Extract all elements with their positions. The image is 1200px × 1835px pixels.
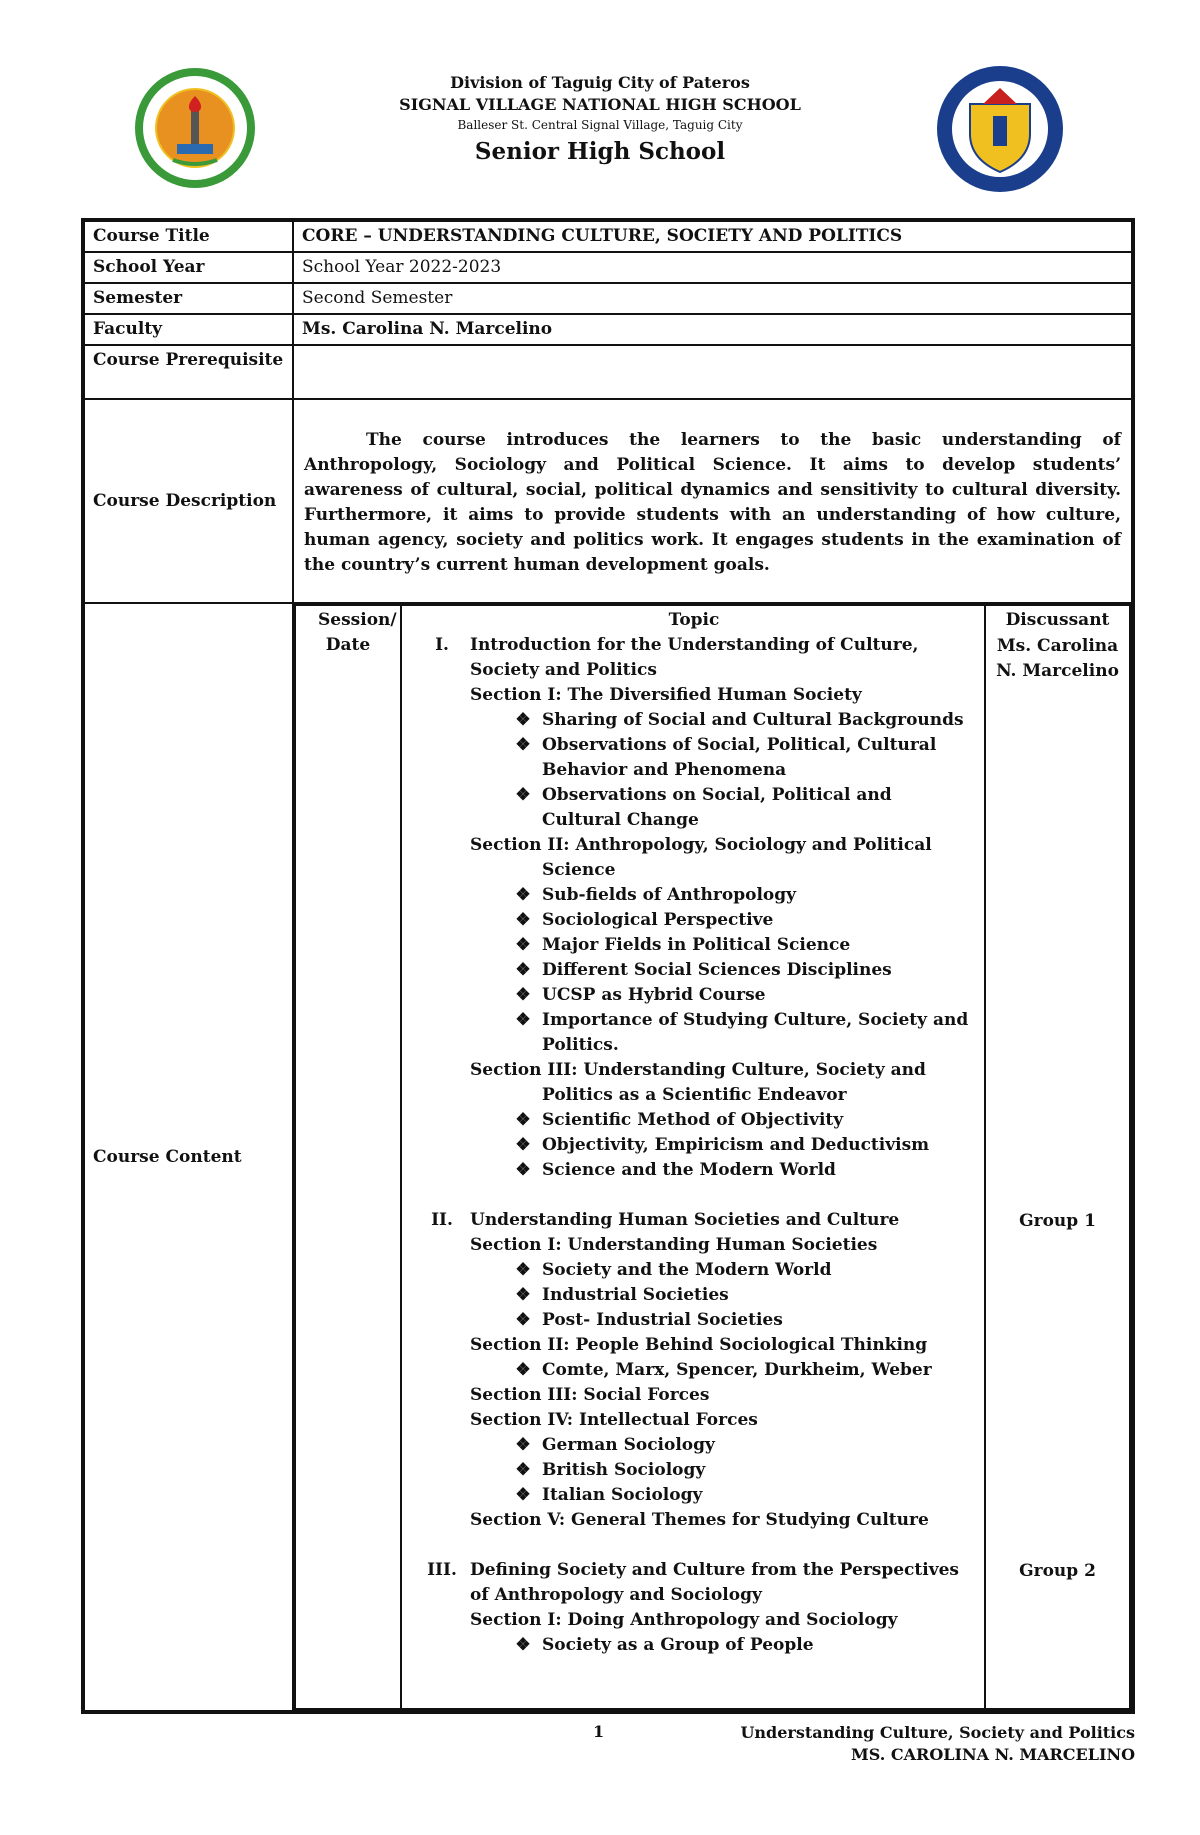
topic-bullet-item xyxy=(414,958,974,983)
unit-title: Understanding Human Societies and Culture xyxy=(470,1210,900,1230)
diamond-bullet-icon: ❖ xyxy=(515,1110,531,1130)
school-seal-icon xyxy=(133,66,257,190)
unit-spacer xyxy=(414,1533,974,1558)
unit-number: III. xyxy=(427,1560,457,1580)
topic-bullet-text: Society and the Modern World xyxy=(542,1260,832,1280)
section-title: Section I: Doing Anthropology and Sociology xyxy=(470,1610,898,1630)
diamond-bullet-icon: ❖ xyxy=(515,910,531,930)
prerequisite-label: Course Prerequisite xyxy=(83,345,293,399)
topic-bullet-item xyxy=(414,708,974,733)
course-title-value: CORE – UNDERSTANDING CULTURE, SOCIETY AND POLITICS xyxy=(293,220,1133,252)
topic-bullet-text: UCSP as Hybrid Course xyxy=(542,985,766,1005)
school-name: SIGNAL VILLAGE NATIONAL HIGH SCHOOL xyxy=(399,95,801,114)
page-number: 1 xyxy=(593,1722,605,1741)
section-title: Section III: Social Forces xyxy=(470,1385,710,1405)
discussant-name: Group 1 xyxy=(1019,1211,1096,1231)
description-cell xyxy=(293,399,1133,603)
topic-bullet-text: Importance of Studying Culture, Society and Politics. xyxy=(542,1010,969,1055)
topic-bullet-text: Objectivity, Empiricism and Deductivism xyxy=(542,1135,930,1155)
section-title: Section III: Understanding Culture, Society and xyxy=(470,1060,926,1080)
discussant-name: Ms. Carolina N. Marcelino xyxy=(996,636,1119,681)
faculty-value: Ms. Carolina N. Marcelino xyxy=(293,314,1133,345)
diamond-bullet-icon: ❖ xyxy=(515,1635,531,1655)
topic-bullet-text: British Sociology xyxy=(542,1460,706,1480)
topic-bullet-text: Observations of Social, Political, Cultural Behavior and Phenomena xyxy=(542,735,937,780)
section-title: Section IV: Intellectual Forces xyxy=(470,1410,758,1430)
discussant-name: Group 2 xyxy=(1019,1561,1096,1581)
topic-bullet-text: Sharing of Social and Cultural Backgrounds xyxy=(542,710,964,730)
topic-bullet-item xyxy=(414,1258,974,1283)
topic-bullet-text: Sub-fields of Anthropology xyxy=(542,885,797,905)
topic-bullet-text: Major Fields in Political Science xyxy=(542,935,851,955)
unit-number: I. xyxy=(435,635,449,655)
topic-bullet-item xyxy=(414,1433,974,1458)
diamond-bullet-icon: ❖ xyxy=(515,1160,531,1180)
topic-bullet-item xyxy=(414,1458,974,1483)
unit-item xyxy=(414,1558,974,1608)
description-label: Course Description xyxy=(83,399,293,603)
topic-bullet-text: Different Social Sciences Disciplines xyxy=(542,960,892,980)
unit-number: II. xyxy=(431,1210,453,1230)
topic-bullet-item xyxy=(414,883,974,908)
prerequisite-value xyxy=(293,345,1133,399)
diamond-bullet-icon: ❖ xyxy=(515,785,531,805)
description-text: The course introduces the learners to the basic understanding of Anthropology, Sociology and Political Science. It aims to develop students’ awareness of cultural, social, political dynamics and sensitivity to cultural diversity. Furthermore, it aims to provide students with an understanding of how culture, human agency, society and politics work. It engages students in the examination of the country’s current human development goals. xyxy=(304,430,1121,575)
diamond-bullet-icon: ❖ xyxy=(515,935,531,955)
diamond-bullet-icon: ❖ xyxy=(515,1135,531,1155)
diamond-bullet-icon: ❖ xyxy=(515,1310,531,1330)
document-header xyxy=(0,60,1200,190)
topic-bullet-text: Comte, Marx, Spencer, Durkheim, Weber xyxy=(542,1360,932,1380)
course-title-row xyxy=(83,220,1133,252)
footer-course: Understanding Culture, Society and Politics xyxy=(740,1723,1135,1742)
topic-bullet-item xyxy=(414,1158,974,1183)
semester-label: Semester xyxy=(83,283,293,314)
semester-row xyxy=(83,283,1133,314)
department-title: Senior High School xyxy=(474,138,726,165)
content-cell xyxy=(293,603,1133,1712)
division-name: Division of Taguig City of Pateros xyxy=(450,73,750,92)
school-year-row xyxy=(83,252,1133,283)
topic-bullet-text: Industrial Societies xyxy=(542,1285,729,1305)
topic-bullet-item xyxy=(414,783,974,833)
topic-column xyxy=(401,605,985,1709)
topic-bullet-text: Science and the Modern World xyxy=(542,1160,836,1180)
topic-bullet-item xyxy=(414,908,974,933)
topic-bullet-item xyxy=(414,1108,974,1133)
diamond-bullet-icon: ❖ xyxy=(515,1010,531,1030)
section-title-continued: Politics as a Scientific Endeavor xyxy=(542,1085,847,1105)
discussant-column xyxy=(985,605,1130,1709)
section-title: Section II: People Behind Sociological Thinking xyxy=(470,1335,928,1355)
school-year-label: School Year xyxy=(83,252,293,283)
topic-header: Topic xyxy=(668,610,720,630)
section-title: Section V: General Themes for Studying Culture xyxy=(470,1510,929,1530)
topic-bullet-item xyxy=(414,1008,974,1058)
topic-bullet-item xyxy=(414,983,974,1008)
topic-bullet-item xyxy=(414,1358,974,1383)
topic-bullet-text: Observations on Social, Political and Cultural Change xyxy=(542,785,892,830)
school-address: Balleser St. Central Signal Village, Taguig City xyxy=(457,118,743,132)
diamond-bullet-icon: ❖ xyxy=(515,1460,531,1480)
diamond-bullet-icon: ❖ xyxy=(515,1435,531,1455)
faculty-row xyxy=(83,314,1133,345)
session-date-header: Session/ Date xyxy=(318,610,397,655)
unit-spacer xyxy=(414,1183,974,1208)
topic-bullet-item xyxy=(414,1308,974,1333)
course-syllabus-table xyxy=(81,218,1135,1714)
section-title: Section I: Understanding Human Societies xyxy=(470,1235,878,1255)
topic-bullet-text: Society as a Group of People xyxy=(542,1635,814,1655)
content-label: Course Content xyxy=(83,603,293,1712)
section-title: Section II: Anthropology, Sociology and Political xyxy=(470,835,932,855)
topic-bullet-item xyxy=(414,933,974,958)
topic-bullet-text: Italian Sociology xyxy=(542,1485,703,1505)
diamond-bullet-icon: ❖ xyxy=(515,960,531,980)
prerequisite-row xyxy=(83,345,1133,399)
school-year-value: School Year 2022-2023 xyxy=(293,252,1133,283)
topic-bullet-text: Sociological Perspective xyxy=(542,910,774,930)
semester-value: Second Semester xyxy=(293,283,1133,314)
footer-faculty: MS. CAROLINA N. MARCELINO xyxy=(851,1745,1135,1764)
session-date-column xyxy=(295,605,401,1709)
content-row xyxy=(83,603,1133,1712)
diamond-bullet-icon: ❖ xyxy=(515,710,531,730)
deped-seal-icon xyxy=(935,64,1065,194)
topic-bullet-text: German Sociology xyxy=(542,1435,715,1455)
unit-item xyxy=(414,633,974,683)
diamond-bullet-icon: ❖ xyxy=(515,885,531,905)
diamond-bullet-icon: ❖ xyxy=(515,985,531,1005)
section-title-continued: Science xyxy=(542,860,616,880)
discussant-header: Discussant xyxy=(1005,610,1110,630)
topic-bullet-item xyxy=(414,1483,974,1508)
topic-bullet-item xyxy=(414,1133,974,1158)
section-title: Section I: The Diversified Human Society xyxy=(470,685,862,705)
diamond-bullet-icon: ❖ xyxy=(515,1485,531,1505)
unit-title: Introduction for the Understanding of Culture, Society and Politics xyxy=(470,635,919,680)
diamond-bullet-icon: ❖ xyxy=(515,1260,531,1280)
diamond-bullet-icon: ❖ xyxy=(515,1285,531,1305)
topic-bullet-text: Scientific Method of Objectivity xyxy=(542,1110,844,1130)
unit-title: Defining Society and Culture from the Perspectives of Anthropology and Sociology xyxy=(470,1560,959,1605)
topic-bullet-item xyxy=(414,1633,974,1658)
faculty-label: Faculty xyxy=(83,314,293,345)
description-row xyxy=(83,399,1133,603)
content-inner-table xyxy=(294,604,1131,1710)
topic-bullet-item xyxy=(414,733,974,783)
topic-bullet-item xyxy=(414,1283,974,1308)
diamond-bullet-icon: ❖ xyxy=(515,1360,531,1380)
course-title-label: Course Title xyxy=(83,220,293,252)
topic-bullet-text: Post- Industrial Societies xyxy=(542,1310,783,1330)
unit-item xyxy=(414,1208,974,1233)
diamond-bullet-icon: ❖ xyxy=(515,735,531,755)
